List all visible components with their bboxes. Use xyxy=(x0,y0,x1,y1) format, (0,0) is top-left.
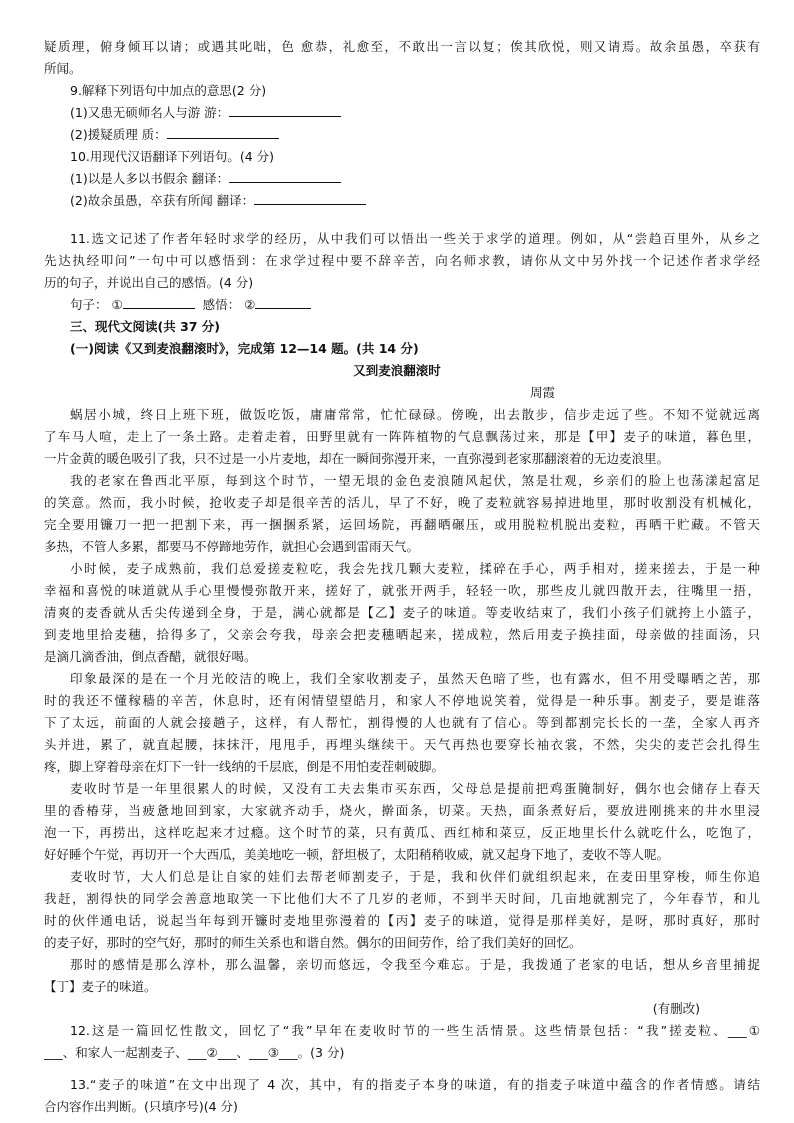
section-3-subtitle: (一)阅读《又到麦浪翻滚时》，完成第 12—14 题。(共 14 分) xyxy=(70,341,419,356)
q13-line-1: 13.“麦子的味道”在文中出现了 4 次，其中，有的指麦子本身的味道，有的指麦子味道中蕴含的作者情感。请结 xyxy=(70,1077,760,1092)
article-line: 好好睡个午觉，再切开一个大西瓜，美美地吃一顿，舒坦极了，太阳稍稍收威，就又起身下地了，麦收不等人呢。 xyxy=(44,847,670,862)
article-line: 是滴几滴香油，倒点香醋，就很好喝。 xyxy=(44,649,257,664)
article-note: (有删改) xyxy=(652,1001,700,1016)
article-line: 到麦地里拾麦穗，拾得多了，父亲会夸我，母亲会把麦穗晒起来，搓成粒，然后用麦子换挂面，母亲做的挂面汤，只 xyxy=(44,627,760,642)
article-line: 一片金黄的暖色吸引了我，只不过是一小片麦地，却在一瞬间弥漫开来，一直弥漫到老家那翻滚着的无边麦浪里。 xyxy=(44,451,670,466)
q9-item-2 xyxy=(70,124,760,146)
section-3-title: 三、现代文阅读(共 37 分) xyxy=(70,319,221,334)
article-line: 下了太远，前面的人就会接趟子，这样，有人帮忙，割得慢的人也就有了信心。等到都割完长长的一垄，全家人再齐 xyxy=(44,715,760,730)
q11-sentence-label: 句子： ① xyxy=(70,297,123,312)
q11-feeling-blank[interactable] xyxy=(255,294,311,309)
q12-line-1: 12.这是一篇回忆性散文，回忆了“我”早年在麦收时节的一些生活情景。这些情景包括：“我”搓麦粒、___① xyxy=(70,1023,760,1038)
article-line: 的笑意。然而，我小时候，抢收麦子却是很辛苦的活儿，早了不好，晚了麦粒就容易掉进地里，那时收割没有机械化， xyxy=(44,495,760,510)
article-line: 疼，脚上穿着母亲在灯下一针一线纳的千层底，倒是不用怕麦茬刺破脚。 xyxy=(44,759,445,774)
article-line: 头并进，累了，就直起腰，抹抹汗，甩甩手，再埋头继续干。天气再热也要穿长袖衣裳，不然，尖尖的麦芒会扎得生 xyxy=(44,737,760,752)
article-line: 时的伙伴通电话，说起当年每到开镰时麦地里弥漫着的【丙】麦子的味道，觉得是那样美好，是呀，那时真好，那时 xyxy=(44,913,760,928)
article-line: 了车马人喧，走上了一条土路。走着走着，田野里就有一阵阵植物的气息飘荡过来，那是【甲】麦子的味道，暮色里， xyxy=(44,429,760,444)
q9-item-1 xyxy=(70,102,760,124)
article-title: 又到麦浪翻滚时 xyxy=(353,363,441,378)
article-line: 小时候，麦子成熟前，我们总爱搓麦粒吃，我会先找几颗大麦粒，揉碎在手心，两手相对，搓来搓去，于是一种 xyxy=(70,561,760,576)
article-author: 周霞 xyxy=(530,385,556,400)
q10-item-1-text: (1)以是人多以书假余 翻译： xyxy=(70,171,230,186)
article-line: 时的我还不懂稼穑的辛苦，休息时，还有闲情望望皓月，和家人不停地说笑着，觉得是一种乐事。割麦子，要是谁落 xyxy=(44,693,760,708)
q13-line-2: 合内容作出判断。(只填序号)(4 分) xyxy=(44,1099,238,1114)
q11-line-3: 历的句子，并说出自己的感悟。(4 分) xyxy=(44,275,254,290)
q11-sentence-blank[interactable] xyxy=(123,294,195,309)
q9-item-2-text: (2)援疑质理 质： xyxy=(70,127,167,142)
q10-answer-1-blank[interactable] xyxy=(229,168,341,183)
article-line: 那时的感情是那么淳朴，那么温馨，亲切而悠远，令我至今难忘。于是，我拨通了老家的电话，想从乡音里捕捉 xyxy=(70,957,760,972)
article-line: 完全要用镰刀一把一把割下来，再一捆捆系紧，运回场院，再翻晒碾压，或用脱粒机脱出麦粒，再晒干贮藏。不管天 xyxy=(44,517,760,532)
article-line: 麦收时节是一年里很累人的时候，又没有工夫去集市买东西，父母总是提前把鸡蛋腌制好，偶尔也会储存上春天 xyxy=(70,781,760,796)
q10-item-1 xyxy=(70,168,760,190)
q11-feeling-label: 感悟： ② xyxy=(202,297,256,312)
q12-line-2: ___、和家人一起割麦子、___②___、___③___。(3 分) xyxy=(44,1045,345,1060)
passage-top-line-1: 疑质理，俯身倾耳以请；或遇其叱咄，色 愈恭，礼愈至，不敢出一言以复；俟其欣悦，则又请焉。故余虽愚，卒获有 xyxy=(44,39,760,54)
article-line: 的麦子好，那时的空气好，那时的师生关系也和谐自然。偶尔的田间劳作，给了我们美好的回忆。 xyxy=(44,935,582,950)
q11-answer-row xyxy=(70,294,760,316)
q9-answer-2-blank[interactable] xyxy=(167,124,279,139)
q11-line-2: 先达执经叩问”一句中可以感悟到：在求学过程中要不辞辛苦，向名师求教，请你从文中另外找一个记述作者求学经 xyxy=(44,253,760,268)
q10-answer-2-blank[interactable] xyxy=(254,190,366,205)
q10-item-2 xyxy=(70,190,760,212)
article-line: 里的香椿芽，当疲惫地回到家，大家就齐动手，烧火，擀面条，切菜。天热，面条煮好后，要放进刚挑来的井水里浸 xyxy=(44,803,760,818)
article-line: 多热，不管人多累，都要马不停蹄地劳作，就担心会遇到雷雨天气。 xyxy=(44,539,420,554)
article-line: 我赶，割得快的同学会善意地取笑一下比他们大不了几岁的老师，不到半天时间，几亩地就割完了，今年春节，和儿 xyxy=(44,891,760,906)
q9-answer-1-blank[interactable] xyxy=(229,102,341,117)
q10-item-2-text: (2)故余虽愚，卒获有所闻 翻译： xyxy=(70,193,255,208)
article-line: 印象最深的是在一个月光皎洁的晚上，我们全家收割麦子，虽然天色暗了些，也有露水，但不用受曝晒之苦，那 xyxy=(70,671,760,686)
q9-title: 9.解释下列语句中加点的意思(2 分) xyxy=(70,83,267,98)
article-line: 清爽的麦香就从舌尖传递到全身，于是，满心就都是【乙】麦子的味道。等麦收结束了，我们小孩子们就挎上小篮子， xyxy=(44,605,760,620)
article-line: 【丁】麦子的味道。 xyxy=(44,979,157,994)
article-line: 蜗居小城，终日上班下班，做饭吃饭，庸庸常常，忙忙碌碌。傍晚，出去散步，信步走远了些。不知不觉就远离 xyxy=(70,407,760,422)
passage-top-line-2: 所闻。 xyxy=(44,61,82,76)
article-line: 幸福和喜悦的味道就从手心里慢慢弥散开来，搓好了，就张开两手，轻轻一吹，那些皮儿就四散开去，往嘴里一捂， xyxy=(44,583,760,598)
q10-title: 10.用现代汉语翻译下列语句。(4 分) xyxy=(70,149,275,164)
q9-item-1-text: (1)又患无硕师名人与游 游： xyxy=(70,105,230,120)
q11-line-1: 11.选文记述了作者年轻时求学的经历，从中我们可以悟出一些关于求学的道理。例如，从“尝趋百里外，从乡之 xyxy=(70,231,760,246)
article-line: 麦收时节，大人们总是让自家的娃们去帮老师割麦子，于是，我和伙伴们就组织起来，在麦田里穿梭，师生你追 xyxy=(70,869,760,884)
article-line: 我的老家在鲁西北平原，每到这个时节，一望无垠的金色麦浪随风起伏，煞是壮观，乡亲们的脸上也荡漾起富足 xyxy=(70,473,760,488)
article-line: 泡一下，再捞出，这样吃起来才过瘾。这个时节的菜，只有黄瓜、西红柿和菜豆，反正地里长什么就吃什么，吃饱了， xyxy=(44,825,760,840)
